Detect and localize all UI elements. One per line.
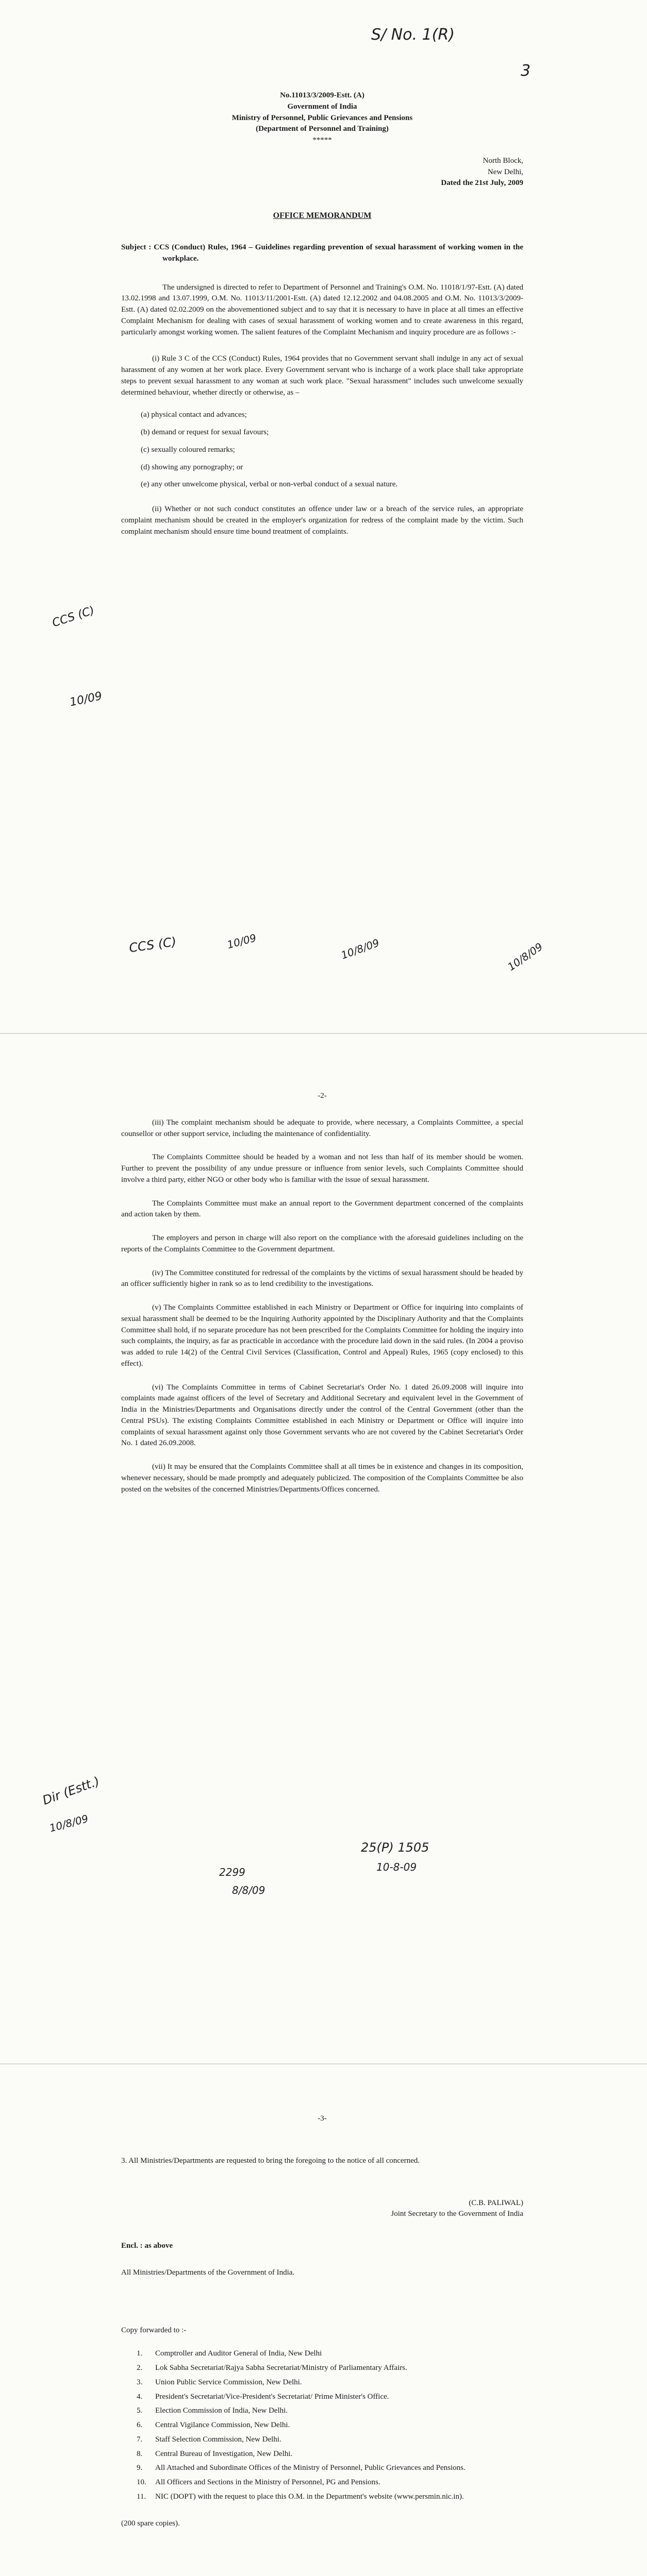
handwritten-bottom-note-2: 10/09 bbox=[225, 931, 258, 952]
sub-point-d: (d) showing any pornography; or bbox=[141, 463, 243, 471]
ministry-line: Ministry of Personnel, Public Grievances and Pensions bbox=[231, 113, 413, 122]
sub-point-c: (c) sexually coloured remarks; bbox=[141, 445, 235, 454]
paragraph-3: 3. All Ministries/Departments are requested to bring the foregoing to the notice of all concerned. bbox=[121, 2156, 420, 2165]
department-line: (Department of Personnel and Training) bbox=[256, 125, 389, 133]
sub-point-e: (e) any other unwelcome physical, verbal or non-verbal conduct of a sexual nature. bbox=[141, 480, 398, 489]
copy-list bbox=[121, 2348, 523, 2502]
subject-block bbox=[121, 242, 524, 265]
page-2 bbox=[0, 1033, 647, 2064]
page-number-2: -2- bbox=[318, 1092, 327, 1100]
list-item: 4. President's Secretariat/Vice-President's Secretariat/ Prime Minister's Office. bbox=[137, 2392, 389, 2401]
list-item: 9. All Attached and Subordinate Offices of the Ministry of Personnel, Public Grievances and Pensions. bbox=[137, 2464, 466, 2472]
handwritten-section-date: 10-8-09 bbox=[376, 1861, 417, 1873]
list-item: 11. NIC (DOPT) with the request to place this O.M. in the Department's website (www.persmin.nic.in). bbox=[137, 2492, 464, 2501]
place-new-delhi: New Delhi, bbox=[487, 167, 523, 176]
page-number-3: -3- bbox=[318, 2114, 327, 2123]
sub-point-b: (b) demand or request for sexual favours; bbox=[141, 428, 269, 437]
point-iii: (iii) The complaint mechanism should be adequate to provide, where necessary, a Complaints Committee, a special counsellor or other support service, including the maintenance of confidentiality. bbox=[121, 1118, 523, 1138]
sub-point-a: (a) physical contact and advances; bbox=[141, 411, 247, 419]
handwritten-left-note-2: 10/09 bbox=[69, 689, 104, 709]
paragraph-1: The undersigned is directed to refer to Department of Personnel and Training's O.M. No. 11018/1/97-Estt. (A) dated 13.02.1998 and 13.07.1999, O.M. No. 11013/11/2001-Estt. (A) dated 12.12.2002 and 04.08.2005 and O.M. No. 11013/3/2009-Estt. (A) dated 02.02.2009 on the abovementioned subject and to say that it is necessary to have in place at all times an effective Complaint Mechanism for dealing with cases of sexual harassment of working women and to create awareness in this regard, particularly amongst working women. The salient features of the Complaint Mechanism and inquiry procedure are as follows :- bbox=[121, 283, 523, 336]
list-item: 5. Election Commission of India, New Delhi. bbox=[137, 2406, 288, 2415]
point-ii: (ii) Whether or not such conduct constitutes an offence under law or a breach of the service rules, an appropriate complaint mechanism should be created in the employer's organization for redress of the complaint made by the victim. Such complaint mechanism should ensure time bound treatment of complaints. bbox=[121, 505, 523, 536]
addressee-line: All Ministries/Departments of the Government of India. bbox=[121, 2268, 295, 2277]
handwritten-director-note: Dir (Estt.) bbox=[40, 1774, 102, 1808]
date-line: Dated the 21st July, 2009 bbox=[441, 179, 523, 188]
enclosure-line: Encl. : as above bbox=[121, 2242, 173, 2250]
spare-copies-note: (200 spare copies). bbox=[121, 2519, 180, 2528]
place-north-block: North Block, bbox=[483, 156, 523, 165]
list-item: 7. Staff Selection Commission, New Delhi. bbox=[137, 2435, 281, 2444]
handwritten-page-mark: 3 bbox=[521, 62, 531, 80]
office-memorandum-heading: OFFICE MEMORANDUM bbox=[273, 211, 372, 220]
signatory-title: Joint Secretary to the Government of India bbox=[391, 2210, 523, 2218]
handwritten-bottom-note-1: CCS (C) bbox=[128, 934, 177, 956]
point-vii: (vii) It may be ensured that the Complaints Committee shall at all times be in existence and changes in its composition, whenever necessary, should be made promptly and adequately publicized. The composition of the Complaints Committee be also posted on the websites of the concerned Ministries/Departments/Offices concerned. bbox=[121, 1463, 523, 1494]
list-item: 3. Union Public Service Commission, New Delhi. bbox=[137, 2378, 302, 2386]
list-item: 8. Central Bureau of Investigation, New Delhi. bbox=[137, 2449, 293, 2458]
point-iv: (iv) The Committee constituted for redressal of the complaints by the victims of sexual harassment should be headed by an officer sufficiently higher in rank so as to lend credibility to the investigations. bbox=[121, 1268, 523, 1289]
page-3 bbox=[0, 2063, 647, 2576]
file-number: No.11013/3/2009-Estt. (A) bbox=[280, 91, 364, 99]
annual-report-paragraph: The Complaints Committee must make an annual report to the Government department concerned of the complaints and action taken by them. bbox=[121, 1199, 523, 1219]
handwritten-director-date: 10/8/09 bbox=[48, 1812, 90, 1835]
list-item: 2. Lok Sabha Secretariat/Rajya Sabha Secretariat/Ministry of Parliamentary Affairs. bbox=[137, 2364, 407, 2372]
point-vi: (vi) The Complaints Committee in terms of Cabinet Secretariat's Order No. 1 dated 26.09.2008 will inquire into complaints made against officers of the level of Secretary and Additional Secretary and equivalent level in the Government of India in the Ministries/Departments and Organisations directly under the control of the Central Government (other than the Central PSUs). The existing Complaints Committee established in each Ministry or Department or Office will inquire into complaints of sexual harassment against only those Government servants who are not covered by the Cabinet Secretariat's Order No. 1 dated 26.09.2008. bbox=[121, 1383, 523, 1448]
handwritten-diary-date: 8/8/09 bbox=[232, 1884, 266, 1896]
employer-report-paragraph: The employers and person in charge will also report on the compliance with the aforesaid guidelines including on the reports of the Complaints Committee to the Government department. bbox=[121, 1234, 523, 1253]
subject-text: CCS (Conduct) Rules, 1964 – Guidelines regarding prevention of sexual harassment of working women in the workplace. bbox=[154, 243, 524, 263]
list-item: 1. Comptroller and Auditor General of India, New Delhi bbox=[137, 2349, 322, 2358]
signatory-name: (C.B. PALIWAL) bbox=[469, 2198, 523, 2207]
handwritten-section-number: 25(P) 1505 bbox=[361, 1840, 429, 1855]
handwritten-diary-number: 2299 bbox=[219, 1866, 245, 1878]
handwritten-serial-note: S/ No. 1(R) bbox=[371, 26, 455, 44]
separator-stars: ***** bbox=[312, 136, 332, 144]
handwritten-bottom-note-4: 10/8/09 bbox=[505, 940, 545, 973]
handwritten-left-note-1: CCS (C) bbox=[51, 604, 96, 630]
point-v: (v) The Complaints Committee established in each Ministry or Department or Office for inquiring into complaints of sexual harassment shall be deemed to be the Inquiring Authority appointed by the Disciplinary Authority and that the Complaints Committee shall hold, if no separate procedure has not been prescribed for the Complaints Committee for holding the inquiry into such complaints, the inquiry, as far as practicable in accordance with the procedure laid down in the said rules. (In 2004 a proviso was added to rule 14(2) of the Central Civil Services (Classification, Control and Appeal) Rules, 1965 (copy enclosed) to this effect). bbox=[121, 1303, 523, 1368]
subject-label: Subject : bbox=[121, 243, 152, 252]
handwritten-bottom-note-3: 10/8/09 bbox=[339, 936, 381, 962]
list-item: 6. Central Vigilance Commission, New Delhi. bbox=[137, 2421, 290, 2429]
copy-forwarded-heading: Copy forwarded to :- bbox=[121, 2326, 187, 2334]
list-item: 10. All Officers and Sections in the Ministry of Personnel, PG and Pensions. bbox=[137, 2478, 380, 2486]
page-1 bbox=[0, 0, 647, 1033]
committee-composition-paragraph: The Complaints Committee should be headed by a woman and not less than half of its member should be women. Further to prevent the possibility of any undue pressure or influence from senior levels, such Complaints Committee should involve a third party, either NGO or other body who is familiar with the issue of sexual harassment. bbox=[121, 1153, 523, 1184]
point-i: (i) Rule 3 C of the CCS (Conduct) Rules, 1964 provides that no Government servant shall indulge in any act of sexual harassment of any women at her work place. Every Government servant who is incharge of a work place shall take appropriate steps to prevent sexual harassment to any woman at such work place. "Sexual harassment" includes such unwelcome sexually determined behaviour, whether directly or otherwise, as – bbox=[121, 354, 523, 397]
government-line: Government of India bbox=[287, 102, 357, 111]
